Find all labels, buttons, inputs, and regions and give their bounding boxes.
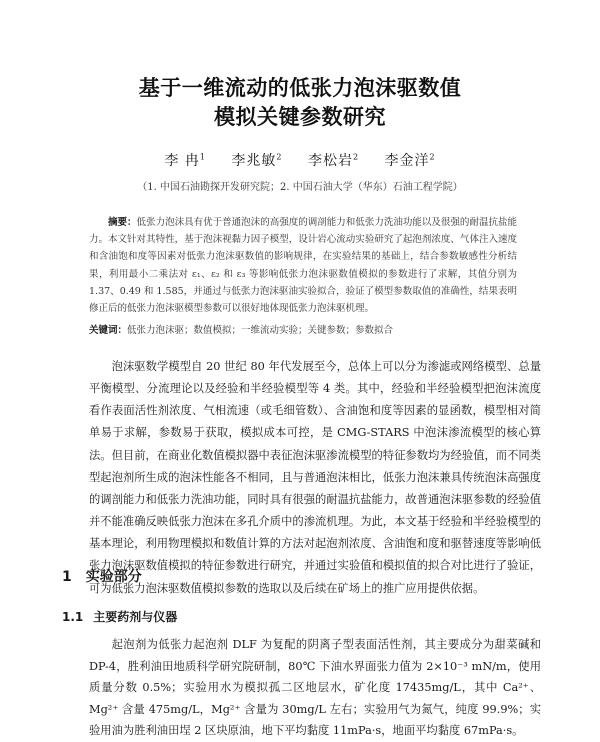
section-heading-1-1: 1.1 主要药剂与仪器 [62, 610, 178, 624]
affiliation: （1. 中国石油勘探开发研究院；2. 中国石油大学（华东）石油工程学院） [137, 182, 463, 193]
abstract [89, 214, 517, 317]
keywords-text: 低张力泡沫驱；数值模拟；一维流动实验；关键参数；参数拟合 [127, 325, 394, 336]
abstract-text: 低张力泡沫具有优于普通泡沫的高强度的调剖能力和低张力洗油功能以及很强的耐温抗盐能力。本文针对其特性，基于泡沫视黏力因子模型，设计岩心流动实验研究了起泡剂浓度、气体注入速度和含油饱和度等因素对低张力泡沫驱数值的影响规律，在实验结果的基础上，结合参数敏感性分析结果，利用最小二乘法对 ε₁、ε₂ 和 ε₃ 等影响低张力泡沫驱数值模拟的参数进行了求解，其值分别为 1.37、0.49 和 1.585，并通过与低张力泡沫驱油实验拟合，验证了模型参数取值的准确性，结果表明修正后的低张力泡沫驱模型参数可以很好地体现低张力泡沫驱机理。 [89, 217, 517, 315]
author-4: 李金洋$^2$ [384, 152, 436, 169]
abstract-label: 摘要： [108, 217, 137, 228]
intro-paragraph: 泡沫驱数学模型自 20 世纪 80 年代发展至今，总体上可以分为渗滤或网络模型、总量平衡模型、分流理论以及经验和半经验模型等 4 类。其中，经验和半经验模型把泡沫流度看作表面活性剂浓度、气相流速（或毛细管数）、含油饱和度等因素的显函数，模型相对简单易于求解，参数易于获取，模拟成本可控，是 CMG-STARS 中泡沫渗流模型的核心算法。但目前，在商业化数值模拟器中表征泡沫驱渗流模型的特征参数均为经验值，而不同类型起泡剂所生成的泡沫性能各不相同，且与普通泡沫相比，低张力泡沫兼具传统泡沫高强度的调剖能力和低张力洗油功能，同时具有很强的耐温抗盐能力，故普通泡沫驱参数的经验值并不能准确反映低张力泡沫在多孔介质中的渗流机理。为此，本文基于经验和半经验模型的基本理论，利用物理模拟和数值计算的方法对起泡剂浓度、含油饱和度和驱替速度等影响低张力泡沫驱数值模拟的特征参数进行研究，并通过实验值和模拟值的拟合对比进行了验证，可为低张力泡沫驱数值模拟参数的选取以及后续在矿场上的推广应用提供依据。 [89, 360, 541, 595]
author-list [0, 150, 600, 170]
author-1: 李 冉$^1$ [164, 152, 206, 169]
author-3: 李松岩$^2$ [307, 152, 360, 169]
keywords [89, 322, 517, 336]
materials-paragraph: 起泡剂为低张力起泡剂 DLF 为复配的阴离子型表面活性剂，其主要成分为甜菜碱和 DP-4，胜利油田地质科学研究院研制，80℃ 下油水界面张力值为 2×10⁻³ mN/m，使用质量分数 0.5%；实验用水为模拟孤二区地层水，矿化度 17435mg/L，其中 Ca²⁺、Mg²⁺ 含量 475mg/L，Mg²⁺ 含量为 30mg/L 左右；实验用气为氮气，纯度 99.9%；实验用油为胜利油田埕 2 区块原油，地下平均黏度 11mPa·s，地面平均黏度 67mPa·s。 [89, 638, 541, 737]
paper-title-line-2: 模拟关键参数研究 [214, 105, 386, 129]
section-heading-1: 1 实验部分 [62, 569, 142, 585]
keywords-label: 关键词： [89, 325, 128, 336]
paper-title-line-1: 基于一维流动的低张力泡沫驱数值 [138, 76, 462, 100]
author-2: 李兆敏$^2$ [231, 152, 283, 169]
